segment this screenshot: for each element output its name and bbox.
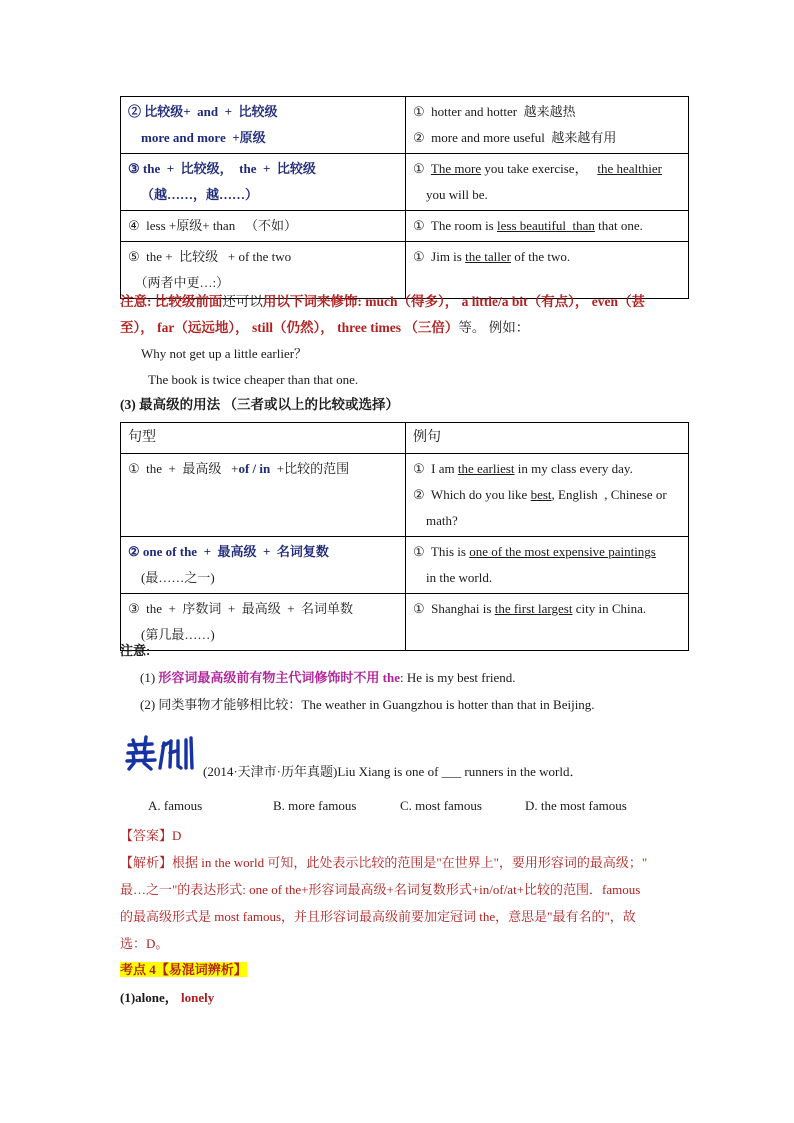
analysis-line-3: 的最高级形式是 most famous，并且形容词最高级前要加定冠词 the，意思是"最有名的"，故: [120, 909, 636, 924]
table-row: [121, 594, 689, 651]
table-row: [121, 211, 689, 242]
note-modifiers-line1: 注意: 比较级前面还可以用以下词来修饰: much（得多）， a little/a bit（有点）， even（甚: [120, 294, 645, 309]
cell-line: ② Which do you like best, English , Chinese or: [413, 487, 667, 502]
example-logo-image: [124, 733, 196, 771]
option-d: D. the most famous: [525, 798, 627, 813]
cell-line: ① This is one of the most expensive paintings: [413, 544, 656, 559]
kaodian-heading: 考点 4【易混词辨析】: [120, 962, 247, 977]
cell-line: more and more +原级: [128, 130, 266, 145]
note-example-1: Why not get up a little earlier？: [141, 346, 308, 361]
superlative-heading: (3) 最高级的用法 （三者或以上的比较或选择）: [120, 397, 399, 412]
cell-line: (第几最……): [128, 627, 215, 642]
analysis-line-1: 【解析】根据 in the world 可知，此处表示比较的范围是"在世界上"，要用形容词的最高级；": [120, 855, 648, 870]
cell-line: math?: [413, 513, 458, 528]
option-b: B. more famous: [273, 798, 357, 813]
example-cell: [406, 211, 689, 242]
example-cell: [406, 154, 689, 211]
example-cell: [406, 594, 689, 651]
note2-item1: (1) 形容词最高级前有物主代词修饰时不用 the: He is my best friend.: [140, 670, 516, 685]
cell-line: you will be.: [413, 187, 488, 202]
cell-line: ④ less +原级+ than （不如）: [128, 218, 297, 233]
pattern-cell: [121, 454, 406, 537]
cell-line: （越……，越……）: [128, 187, 259, 202]
option-c: C. most famous: [400, 798, 482, 813]
confusable-words: (1)alone， lonely: [120, 990, 215, 1005]
comparative-table: [120, 96, 689, 299]
cell-line: （两者中更…:）: [128, 275, 230, 290]
table-row: [121, 454, 689, 537]
cell-line: ③ the + 比较级， the + 比较级: [128, 161, 316, 176]
note-example-2: The book is twice cheaper than that one.: [148, 372, 359, 387]
superlative-table: [120, 422, 689, 651]
option-a: A. famous: [148, 798, 203, 813]
cell-line: ⑤ the + 比较级 + of the two: [128, 249, 292, 264]
cell-line: ② 比较级+ and + 比较级: [128, 104, 278, 119]
cell-line: ② one of the + 最高级 + 名词复数: [128, 544, 329, 559]
note2-title: 注意:: [120, 643, 151, 658]
example-cell: [406, 97, 689, 154]
example-question: (2014·天津市·历年真题)Liu Xiang is one of ___ runners in the world．: [203, 764, 583, 779]
example-cell: [406, 537, 689, 594]
table-header-row: [121, 423, 689, 454]
pattern-cell: [121, 154, 406, 211]
cell-line: ① the + 最高级 +of / in +比较的范围: [128, 461, 350, 476]
cell-line: in the world.: [413, 570, 493, 585]
pattern-cell: [121, 594, 406, 651]
analysis-line-4: 选：D。: [120, 936, 169, 951]
pattern-cell: [121, 97, 406, 154]
pattern-cell: [121, 537, 406, 594]
table-row: [121, 97, 689, 154]
cell-line: ① The room is less beautiful than that one.: [413, 218, 643, 233]
note2-item1-emphasis: 形容词最高级前有物主代词修饰时不用 the: [158, 670, 401, 685]
table-header-cell: 例句: [406, 423, 689, 454]
cell-line: (最……之一): [128, 570, 215, 585]
table-header-cell: 句型: [121, 423, 406, 454]
example-cell: [406, 454, 689, 537]
analysis-line-2: 最…之一"的表达形式: one of the+形容词最高级+名词复数形式+in/of/at+比较的范围．famous: [120, 882, 641, 897]
note2-item2: (2) 同类事物才能够相比较：The weather in Guangzhou is hotter than that in Beijing.: [140, 697, 595, 712]
cell-line: ① Jim is the taller of the two.: [413, 249, 571, 264]
answer: 【答案】D: [120, 828, 182, 843]
cell-line: ① hotter and hotter 越来越热: [413, 104, 576, 119]
table-row: [121, 537, 689, 594]
table-row: [121, 154, 689, 211]
cell-line: ① The more you take exercise， the healthier: [413, 161, 662, 176]
cell-line: ① Shanghai is the first largest city in China.: [413, 601, 647, 616]
cell-line: ① I am the earliest in my class every day.: [413, 461, 633, 476]
pattern-cell: [121, 211, 406, 242]
cell-line: ② more and more useful 越来越有用: [413, 130, 617, 145]
cell-line: ③ the + 序数词 + 最高级 + 名词单数: [128, 601, 354, 616]
note-modifiers-line2: 至）， far（远远地）， still（仍然）， three times （三倍）等。 例如：: [120, 320, 530, 335]
